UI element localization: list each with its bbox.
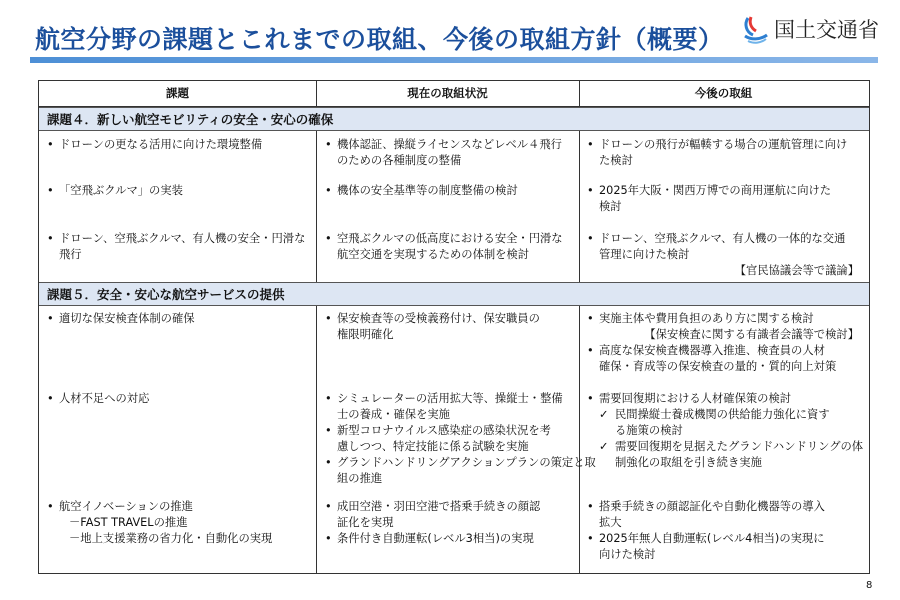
ministry-name: 国土交通省 — [774, 18, 879, 42]
table-row: • ドローンの飛行が輻輳する場合の運航管理に向け た検討 — [585, 137, 867, 169]
title-underline-bar — [30, 57, 878, 63]
check-item: ✓ 需要回復期を見据えたグランドハンドリングの体 制強化の取組を引き続き実施 — [585, 439, 867, 471]
section-heading-5: 課題５．安全・安心な航空サービスの提供 — [39, 282, 869, 306]
note-text: 【保安検査に関する有識者会議等で検討】 — [644, 328, 859, 341]
header-current: 現在の取組状況 — [407, 86, 488, 100]
table-row: • 搭乗手続きの顔認証化や自動化機器等の導入 拡大 • 2025年無人自動運転(レベル4相当)の実現に 向けた検討 — [585, 499, 867, 563]
column-divider — [579, 81, 580, 573]
issue-text: • ドローンの更なる活用に向けた環境整備 — [45, 137, 313, 153]
table-row: • 実施主体や費用負担のあり方に関する検討 【保安検査に関する有識者会議等で検討】 • 高度な保安検査機器導入推進、検査員の人材 確保・育成等の保安検査の量的・質的向上対策 — [585, 311, 867, 375]
table-row: • 人材不足への対応 — [45, 391, 313, 407]
column-divider — [316, 81, 317, 573]
page-title: 航空分野の課題とこれまでの取組、今後の取組方針（概要） — [35, 25, 724, 54]
table-row: • 空飛ぶクルマの低高度における安全・円滑な 航空交通を実現するための体制を検討 — [323, 231, 577, 263]
table-row: • 「空飛ぶクルマ」の実装 — [45, 183, 313, 199]
header-future: 今後の取組 — [694, 86, 753, 100]
page-number: 8 — [866, 580, 873, 591]
table-row: • 2025年大阪・関西万博での商用運航に向けた 検討 — [585, 183, 867, 215]
table-row: • 保安検査等の受検義務付け、保安職員の 権限明確化 — [323, 311, 577, 343]
table-row: • 航空イノベーションの推進 －FAST TRAVELの推進 －地上支援業務の省力化・自動化の実現 — [45, 499, 313, 547]
header-issue: 課題 — [166, 86, 189, 100]
section-heading-4: 課題４．新しい航空モビリティの安全・安心の確保 — [39, 107, 869, 131]
table-row: • ドローン、空飛ぶクルマ、有人機の安全・円滑な 飛行 — [45, 231, 313, 263]
table-row — [45, 137, 313, 153]
table-row: • 機体の安全基準等の制度整備の検討 — [323, 183, 577, 199]
check-item: ✓ 民間操縦士養成機関の供給能力強化に資す る施策の検討 — [585, 407, 867, 439]
mlit-logo-icon — [742, 14, 770, 44]
table-row: • 需要回復期における人材確保策の検討 ✓ 民間操縦士養成機関の供給能力強化に資す る施策の検討 ✓ 需要回復期を見据えたグランドハンドリングの体 制強化の取組を引き続き実施 — [585, 391, 867, 471]
table-row: • 適切な保安検査体制の確保 — [45, 311, 313, 327]
table-row: • 成田空港・羽田空港で搭乗手続きの顔認 証化を実現 • 条件付き自動運転(レベル3相当)の実現 — [323, 499, 577, 547]
table-row: • 機体認証、操縦ライセンスなどレベル４飛行 のための各種制度の整備 — [323, 137, 577, 169]
ministry-logo — [742, 14, 879, 44]
issues-table — [38, 80, 870, 574]
note-text: 【官民協議会等で議論】 — [734, 264, 859, 277]
table-header — [39, 81, 869, 107]
table-row: • ドローン、空飛ぶクルマ、有人機の一体的な交通 管理に向けた検討 【官民協議会等で議論】 — [585, 231, 867, 279]
table-row: • シミュレーターの活用拡大等、操縦士・整備 士の養成・確保を実施 • 新型コロナウイルス感染症の感染状況を考 慮しつつ、特定技能に係る試験を実施 • グランドハンドリングアクションプランの策定と取 組の推進 — [323, 391, 577, 487]
